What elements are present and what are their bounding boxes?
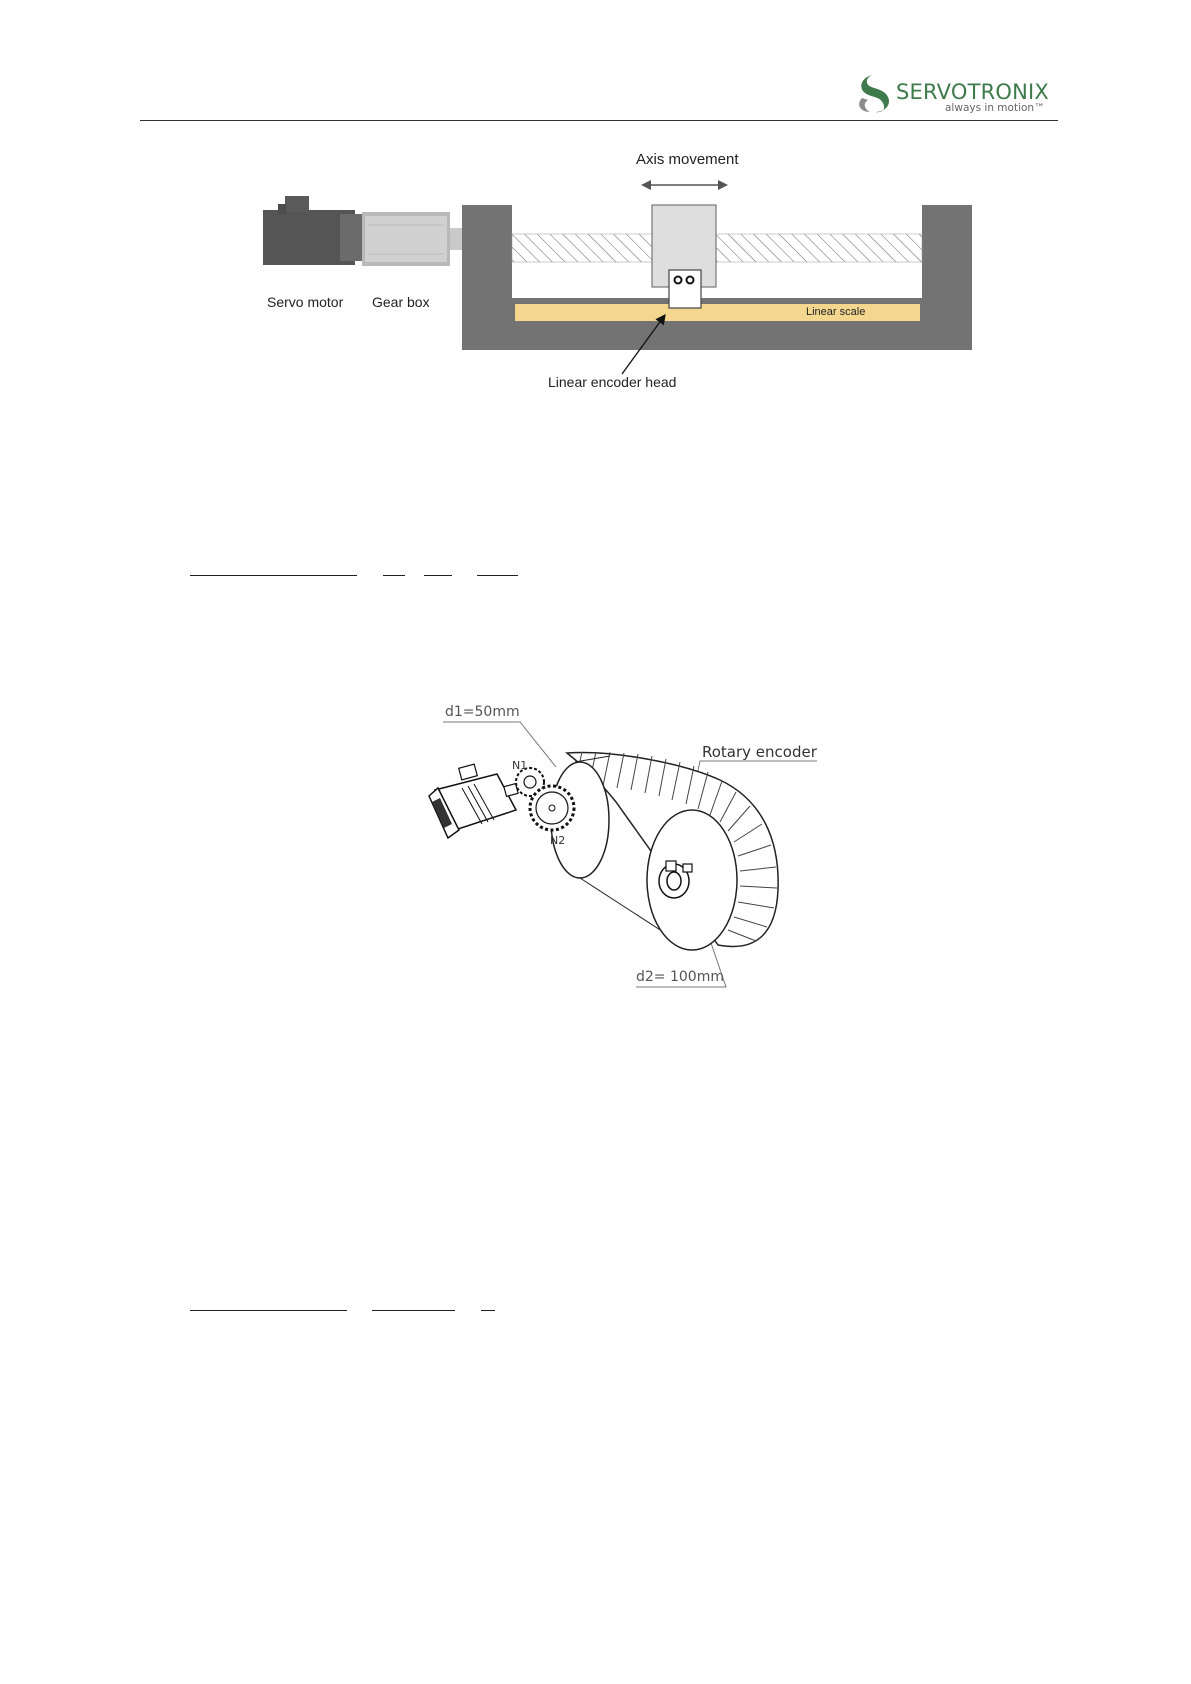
gear-n2-icon <box>530 786 574 830</box>
axis-frame-shape <box>462 205 972 350</box>
brand-logo-text: SERVOTRONIX <box>896 80 1050 104</box>
equation-2-fraction-line-1 <box>190 1310 347 1311</box>
rotary-encoder-label: Rotary encoder <box>702 743 817 761</box>
equation-2 <box>0 1295 1191 1315</box>
belt-drive-figure <box>0 690 1191 1000</box>
page-header <box>0 0 1191 125</box>
equation-1-fraction-line-2 <box>383 575 405 576</box>
d1-leader-line <box>443 722 556 767</box>
servo-motor-label: Servo motor <box>267 294 344 310</box>
linear-axis-figure <box>0 130 1191 400</box>
n2-label: N2 <box>550 834 566 847</box>
servotronix-swirl-icon <box>852 72 894 114</box>
equation-2-fraction-line-2 <box>372 1310 455 1311</box>
equation-1-fraction-line-1 <box>190 575 357 576</box>
equation-2-fraction-line-3 <box>481 1310 495 1311</box>
equation-1 <box>0 560 1191 580</box>
header-divider <box>140 120 1058 121</box>
gear-box-label: Gear box <box>372 294 430 310</box>
lead-screw-shape <box>512 234 922 262</box>
equation-1-fraction-line-4 <box>477 575 518 576</box>
linear-encoder-head-label: Linear encoder head <box>548 374 677 390</box>
axis-movement-label: Axis movement <box>636 151 739 168</box>
d1-label: d1=50mm <box>445 704 520 720</box>
linear-scale-label: Linear scale <box>806 306 866 318</box>
brand-tagline: always in motion™ <box>945 102 1045 114</box>
linear-encoder-head-shape <box>669 270 701 308</box>
gear-box-shape <box>362 212 462 266</box>
equation-1-fraction-line-3 <box>424 575 452 576</box>
servo-motor-shape <box>263 196 362 265</box>
n1-label: N1 <box>512 759 528 772</box>
servo-motor-icon <box>429 764 518 838</box>
axis-movement-arrow-icon <box>641 180 728 190</box>
d2-label: d2= 100mm <box>636 969 724 985</box>
